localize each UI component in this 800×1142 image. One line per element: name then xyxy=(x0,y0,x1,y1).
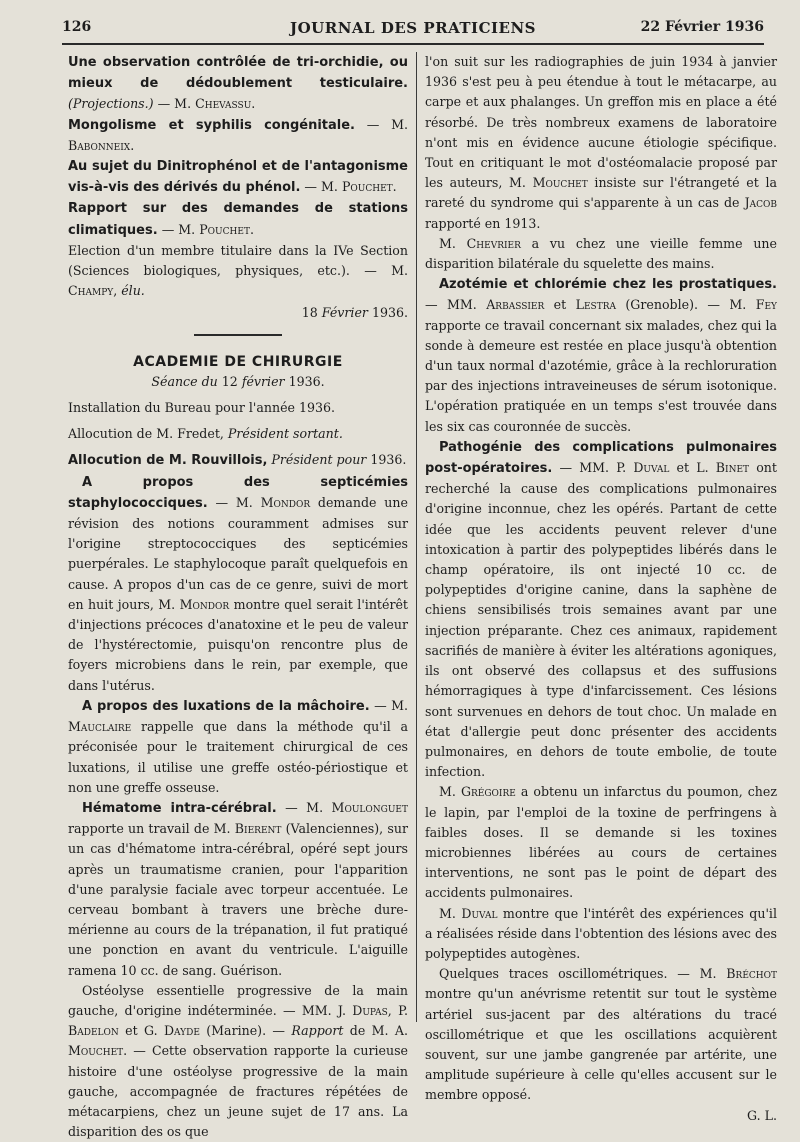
article-title: Hématome intra-cérébral. xyxy=(82,800,277,816)
session-line: Séance du 12 février 1936. xyxy=(151,373,325,389)
article-luxations: A propos des luxations de la mâchoire. — M. Mauclaire rappelle que dans la méthode qu'il a préconisée pour le traitement chirurgical de ces luxations, il utilise une greffe ostéo-périostique et non une greffe osseuse. xyxy=(68,697,408,795)
article-septicemies: A propos des septicémies staphylococciques. — M. Mondor demande une révision des notions couramment admises sur l'origine streptococciques des septicémies puerpérales. Le staphylocoque paraît quelquefois en cause. A propos d'un cas de ce genre, suivi de mort en huit jours, M. Mondor montre quel serait l'intérêt d'injections précoces d'anatoxine et le peu de valeur de l'hystérectomie, puisqu'on rencontre plus de foyers microbiens dans le rein, par exemple, que dans l'utérus. xyxy=(68,474,408,693)
article-title: Ostéolyse essentielle progressive de la main gauche, d'origine indéterminée. xyxy=(68,982,408,1018)
author-name: Babonneix. xyxy=(68,137,135,153)
author-name: Champy, xyxy=(68,283,118,299)
author-name: Grégoire xyxy=(460,784,516,800)
author-name: Duval xyxy=(461,905,498,921)
heading-allocution-rouvillois: Allocution de M. Rouvillois, Président pour 1936. xyxy=(68,452,407,469)
article-azotemie: Azotémie et chlorémie chez les prostatiques. — MM. Arbassier et Lestra (Grenoble). — M. Fey rapporte ce travail concernant six malades, chez qui la sonde à demeure est restée en place jusqu'à obtention d'un taux normal d'azotémie, grâce à la rechloruration par des injections intraveineuses de sérum isotonique. L'opération pratiquée en un temps s'est trouvée dans les six cas couronnée de succès. xyxy=(425,277,777,434)
article-stations-climatiques: Rapport sur des demandes de stations climatiques. — M. Pouchet. xyxy=(68,201,408,238)
article-pathogenie: Pathogénie des complications pulmonaires post-opératoires. — MM. P. Duval et L. Binet ont recherché la cause des complications pulmonaires d'origine inconnue, chez les opérés. Partant de cette idée que les accidents peuvent relever d'une intoxication à partir des polypeptides libérés dans le champ opératoire, ils ont injecté 10 cc. de polypeptides d'origine canine, dans la saphène de chiens sensibilisés trois semaines avant par une injection préparante. Chez ces animaux, rapidement sacrifiés de manière à éviter les altérations agoniques, ils ont observé des collapsus et des suffusions hémorragiques à type d'infarcissement. Ces lésions sont survenues en dehors de tout choc. Un malade en état d'allergie peut donc présenter des accidents pulmonaires, en dehors de toute embolie, de toute infection. xyxy=(425,439,777,780)
article-hematome: Hématome intra-cérébral. — M. Moulonguet rapporte un travail de M. Bierent (Valenciennes), sur un cas d'hématome intra-cérébral, opéré sept jours après un traumatisme cranien, pour l'apparition d'une paralysie faciale avec torpeur accentuée. Le cerveau bombant à travers une brèche dure-mérienne au cours de la trépanation, il fut pratiqué une ponction en avant du ventricule. L'aiguille ramena 10 cc. de sang. Guérison. xyxy=(68,799,408,978)
article-title: Une observation contrôlée de tri-orchidie, ou mieux de dédoublement testiculaire. xyxy=(68,55,408,92)
page-header xyxy=(62,13,764,45)
page-number: 126 xyxy=(62,19,92,35)
paragraph-chevrier: M. Chevrier a vu chez une vieille femme une disparition bilatérale du squelette des mains. xyxy=(425,235,777,272)
author-name: Mauclaire xyxy=(68,719,132,735)
issue-date: 22 Février 1936 xyxy=(640,19,764,35)
author-name: Mondor xyxy=(179,596,230,612)
section-title: ACADEMIE DE CHIRURGIE xyxy=(133,353,343,370)
author-name: Mouchet xyxy=(532,175,588,191)
author-name: Pouchet. xyxy=(341,179,397,195)
heading-allocution-fredet: Allocution de M. Fredet, Président sortant. xyxy=(68,426,343,442)
article-title: Pathogénie des complications pulmonaires post-opératoires. xyxy=(425,439,777,477)
article-title: Quelques traces oscillométriques. xyxy=(439,966,668,982)
article-mongolisme: Mongolisme et syphilis congénitale. — M. Babonneix. xyxy=(68,116,408,153)
article-title: A propos des luxations de la mâchoire. xyxy=(82,698,370,714)
session-date: 18 Février 1936. xyxy=(301,305,408,321)
article-osteolyse: Ostéolyse essentielle progressive de la main gauche, d'origine indéterminée. — MM. J. Dupas, P. Badelon et G. Dayde (Marine). — Rapport de M. A. Mouchet. — Cette observation rapporte la curieuse histoire d'une ostéolyse progressive de la main gauche, accompagnée de fractures répétées de métacarpiens, chez un jeune sujet de 17 ans. La disparition des os que xyxy=(68,982,408,1140)
article-osteolyse-continued: l'on suit sur les radiographies de juin 1934 à janvier 1936 s'est peu à peu étendue à tout le métacarpe, au carpe et aux phalanges. Un greffon mis en place a été résorbé. De très nombreux examens de laboratoire n'ont mis en évidence aucune étiologie spécifique. Tout en critiquant le mot d'ostéomalacie proposé par les auteurs, M. Mouchet insiste sur l'étrangeté et la rareté du syndrome qui s'apparente à un cas de Jacob rapporté en 1913. xyxy=(425,54,777,231)
article-title: Mongolisme et syphilis congénitale. xyxy=(68,117,355,133)
heading-installation: Installation du Bureau pour l'année 1936. xyxy=(68,400,336,416)
paragraph-duval: M. Duval montre que l'intérêt des expériences qu'il a réalisées réside dans l'obtention des lésions avec des polypeptides autogènes. xyxy=(425,905,777,961)
paragraph-gregoire: M. Grégoire a obtenu un infarctus du poumon, chez le lapin, par l'emploi de la toxine de perfringens à faibles doses. Il se demande si les toxines microbiennes libérées au cours de certaines interventions, ne sont pas le point de départ des accidents pulmonaires. xyxy=(425,784,777,901)
left-column xyxy=(68,52,408,1142)
author-name: Bierent xyxy=(234,821,282,837)
section-separator xyxy=(194,334,282,336)
article-title: Azotémie et chlorémie chez les prostatiques. xyxy=(439,277,777,293)
author-name: Chevassu. xyxy=(195,96,256,112)
article-oscillometriques: Quelques traces oscillométriques. — M. Bréchot montre qu'un anévrisme retentit sur tout le système artériel sus-jacent par des altérations du tracé oscillométrique et que les oscillations acquièrent souvent, sur une jambe gangrenée par artérite, une amplitude supérieure à celle qu'elles accusent sur le membre opposé. xyxy=(425,966,778,1103)
author-name: Mondor xyxy=(260,494,311,510)
author-name: Jacob xyxy=(744,195,777,211)
journal-title: JOURNAL DES PRATICIENS xyxy=(290,19,536,37)
author-name: Pouchet. xyxy=(199,221,254,237)
article-dinitrophenol: Au sujet du Dinitrophénol et de l'antagonisme vis-à-vis des dérivés du phénol. — M. Pouchet. xyxy=(68,159,408,196)
signature: G. L. xyxy=(747,1107,777,1123)
article-title: Au sujet du Dinitrophénol et de l'antagonisme vis-à-vis des dérivés du phénol. xyxy=(68,159,408,196)
article-title: A propos des septicémies staphylococciques. xyxy=(68,474,408,511)
column-divider xyxy=(416,52,417,1022)
author-name: Moulonguet xyxy=(331,799,408,815)
author-name: Chevrier xyxy=(466,235,521,251)
article-title: Election d'un membre titulaire dans la IVe Section xyxy=(68,242,408,258)
article-tri-orchidie: Une observation contrôlée de tri-orchidie, ou mieux de dédoublement testiculaire. (Projections.) — M. Chevassu. xyxy=(68,55,408,112)
author-name: Bréchot xyxy=(726,966,778,982)
right-column xyxy=(425,52,777,1126)
article-election: Election d'un membre titulaire dans la IVe Section (Sciences biologiques, physiques, etc.). — M. Champy, élu. xyxy=(68,242,408,299)
article-title: Rapport sur des demandes de stations climatiques. xyxy=(68,201,408,238)
